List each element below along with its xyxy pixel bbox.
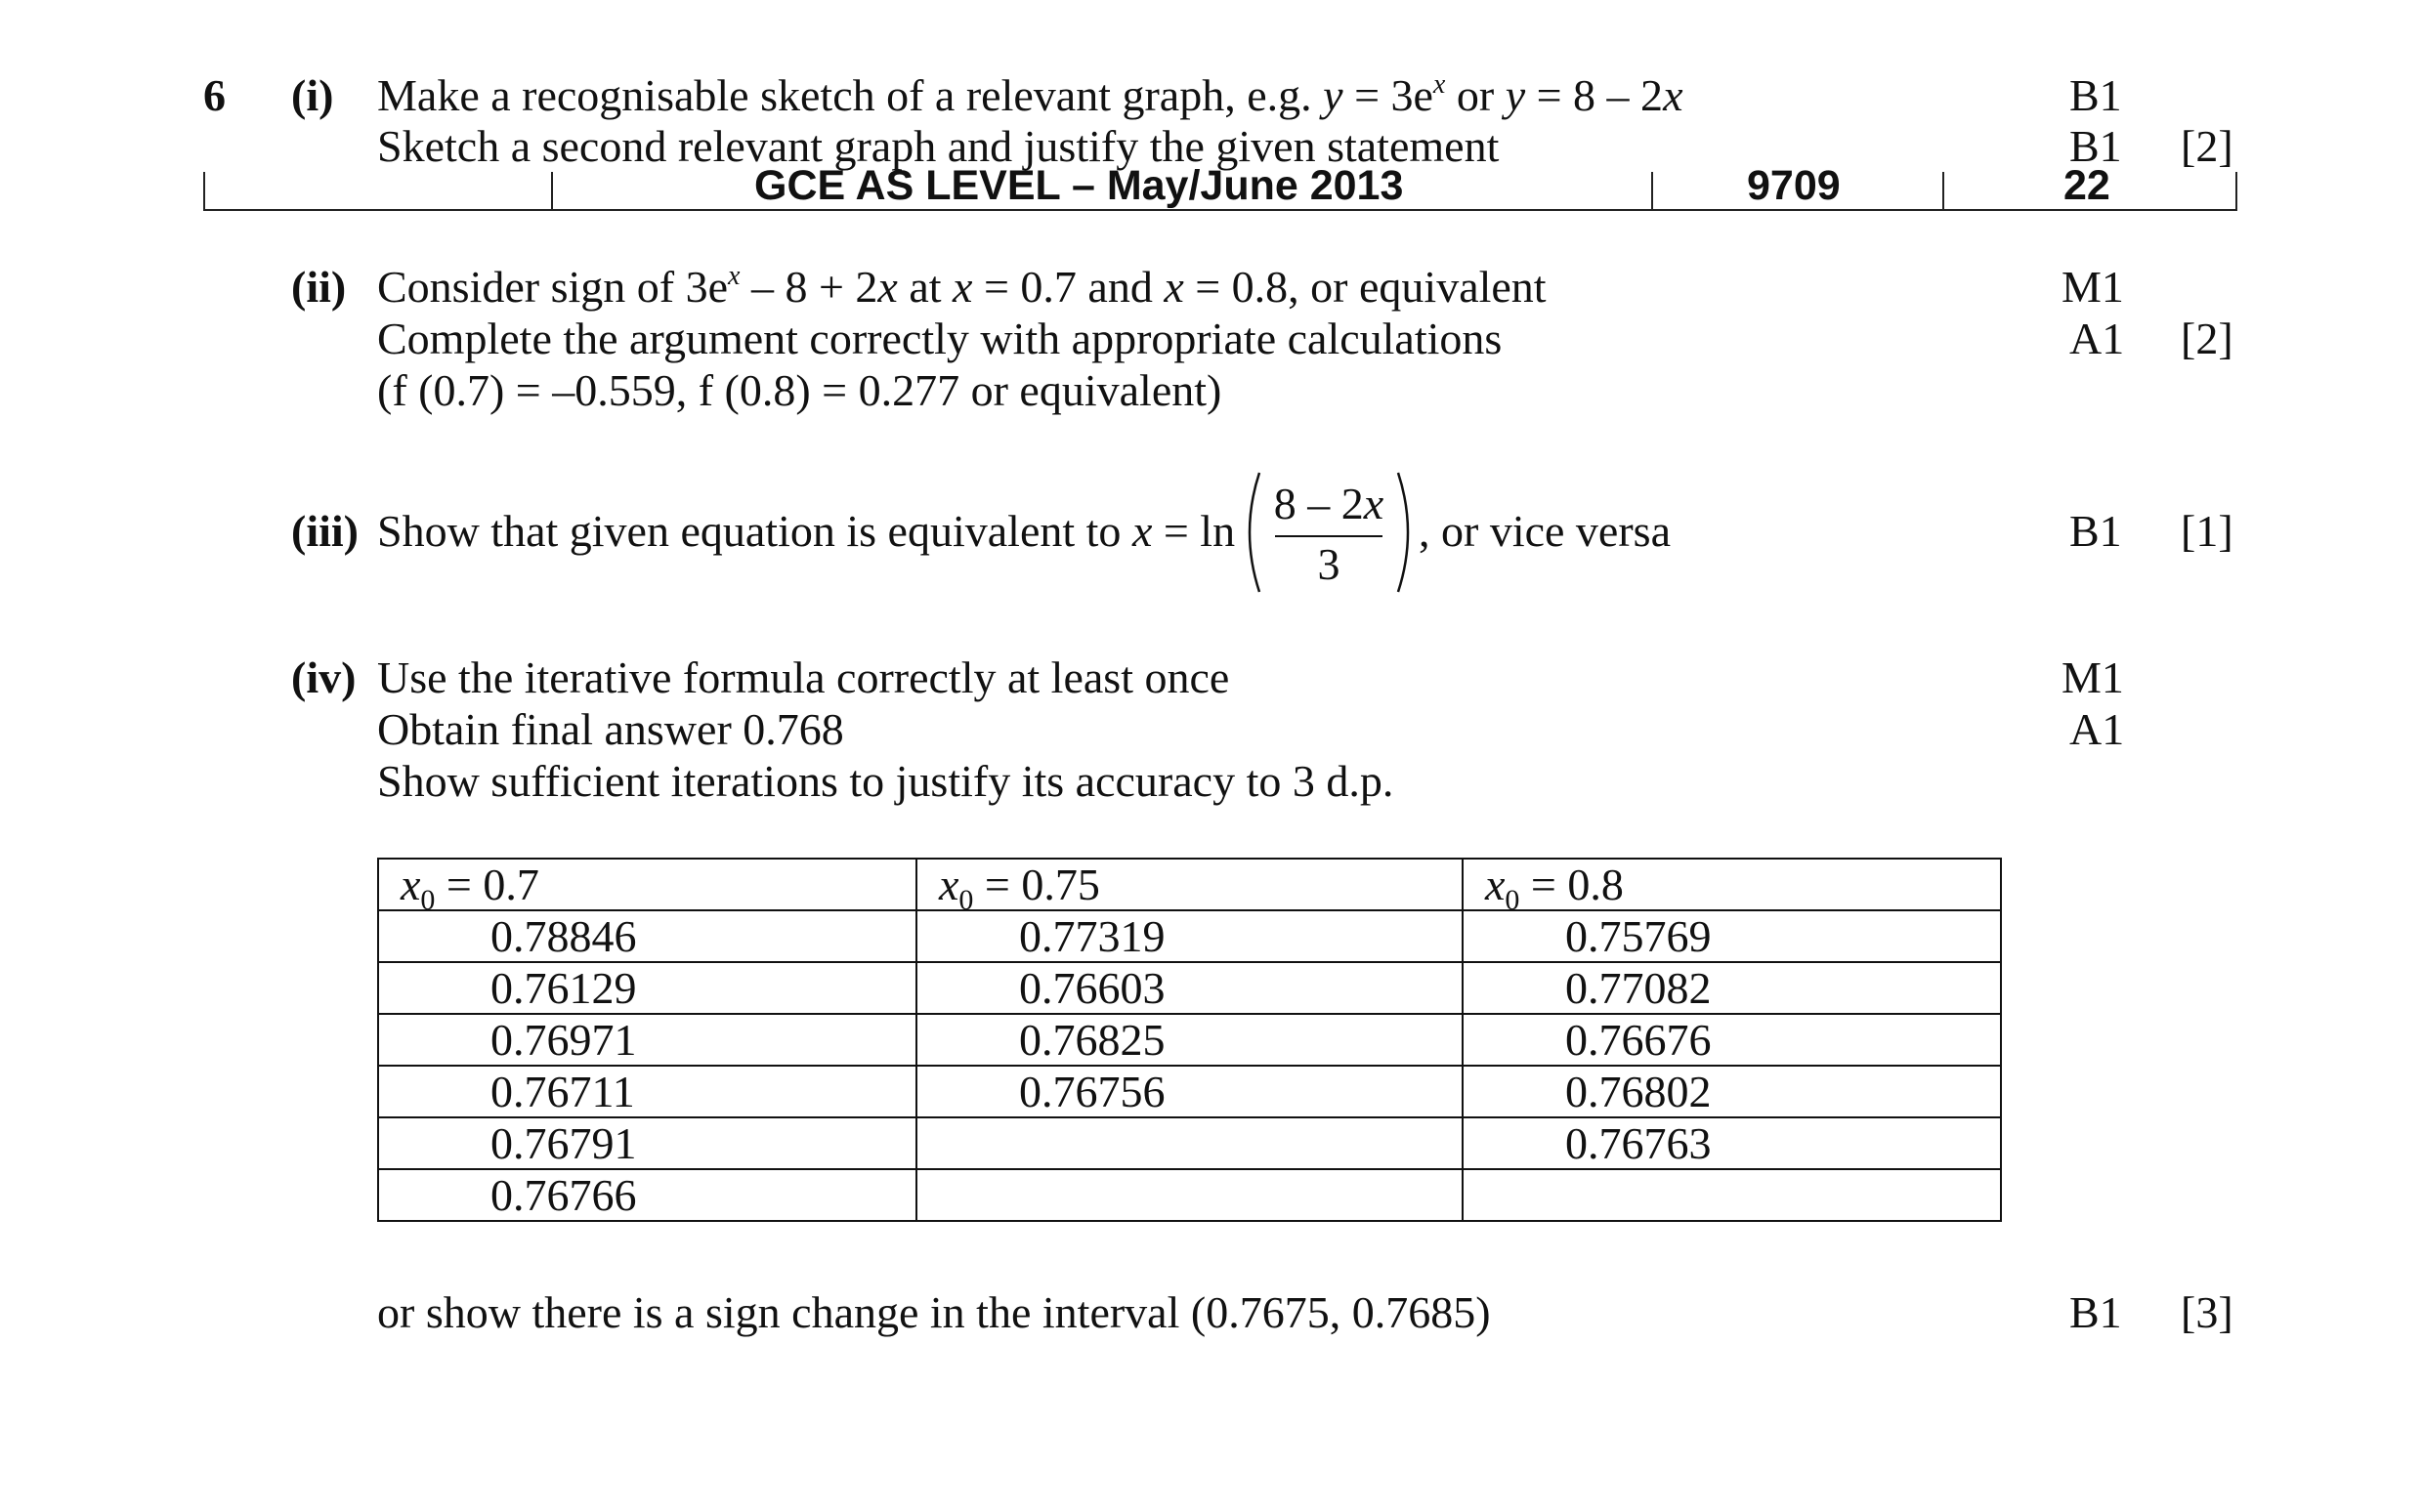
math-sub: 0 — [420, 883, 436, 916]
text-seg: 8 – 2 — [1273, 479, 1364, 528]
math-x: x — [953, 262, 973, 312]
header-value: = 0.8 — [1530, 859, 1624, 909]
math-sup: x — [1432, 68, 1446, 100]
math-x: x — [1131, 506, 1153, 556]
iteration-table — [377, 858, 2002, 1222]
text-seg: Show that given equation is equivalent to — [377, 506, 1132, 556]
part-iv-alt-text: or show there is a sign change in the interval (0.7675, 0.7685) — [377, 1287, 1491, 1337]
part-iii-mark: B1 — [2069, 506, 2122, 556]
header-rule — [203, 209, 2237, 211]
question-number: 6 — [203, 70, 226, 120]
part-iii-total: [1] — [2181, 506, 2233, 556]
table-cell: 0.77319 — [916, 910, 1463, 962]
part-ii-mark2: A1 — [2069, 314, 2125, 363]
table-cell: 0.76971 — [378, 1014, 916, 1066]
table-row — [378, 1066, 2001, 1117]
header-divider — [1651, 172, 1653, 211]
table-cell: 0.76129 — [378, 962, 916, 1014]
math-eq2: = 8 – 2 — [1525, 70, 1664, 120]
part-ii-mark1: M1 — [2062, 262, 2124, 312]
header-value: = 0.75 — [984, 859, 1100, 909]
table-row — [378, 1117, 2001, 1169]
table-cell — [916, 1117, 1463, 1169]
part-iv-total: [3] — [2181, 1287, 2233, 1337]
header-divider — [551, 172, 553, 211]
table-cell: 0.78846 — [378, 910, 916, 962]
table-row — [378, 1169, 2001, 1221]
header-divider — [2235, 172, 2237, 211]
math-y: y — [1323, 70, 1343, 120]
table-cell: 0.76802 — [1463, 1066, 2001, 1117]
table-cell: 0.76756 — [916, 1066, 1463, 1117]
part-iii-suffix: , or vice versa — [1419, 506, 1671, 556]
table-header-cell — [916, 859, 1463, 916]
part-iii-label: (iii) — [291, 506, 359, 556]
header-divider — [203, 172, 205, 211]
part-ii-line1 — [377, 262, 1547, 313]
part-iv-mark1: M1 — [2062, 652, 2124, 702]
part-i-total: [2] — [2181, 121, 2233, 171]
math-x: x — [1663, 70, 1683, 120]
table-row — [378, 962, 2001, 1014]
part-iv-mark2: A1 — [2069, 704, 2125, 754]
header-paper: 22 — [2063, 162, 2110, 209]
table-cell — [1463, 1169, 2001, 1221]
part-i-mark1: B1 — [2069, 70, 2122, 120]
math-x: x — [939, 859, 959, 909]
left-paren — [1236, 469, 1265, 596]
part-i-line1 — [377, 70, 1682, 121]
math-x: x — [877, 262, 898, 312]
table-cell: 0.77082 — [1463, 962, 2001, 1014]
part-i-label: (i) — [291, 70, 334, 120]
text-seg: Consider sign of 3e — [377, 262, 729, 312]
part-ii-line3: (f (0.7) = –0.559, f (0.8) = 0.277 or equivalent) — [377, 365, 1222, 415]
math-sub: 0 — [1505, 883, 1520, 916]
header-syllabus: 9709 — [1747, 162, 1841, 209]
table-header-row — [378, 859, 2001, 910]
part-iv-line2: Obtain final answer 0.768 — [377, 704, 844, 754]
part-i-line1-text: Make a recognisable sketch of a relevant graph, e.g. — [377, 70, 1324, 120]
table-cell — [916, 1169, 1463, 1221]
fraction-denominator: 3 — [1317, 539, 1340, 589]
header-title: GCE AS LEVEL – May/June 2013 — [754, 162, 1404, 209]
part-ii-label: (ii) — [291, 262, 347, 312]
part-i-line2: Sketch a second relevant graph and justify the given statement — [377, 121, 1500, 171]
part-iv-alt-mark: B1 — [2069, 1287, 2122, 1337]
fraction-bar — [1275, 535, 1382, 537]
math-x: x — [1485, 859, 1506, 909]
math-y2: y — [1505, 70, 1526, 120]
table-cell: 0.76825 — [916, 1014, 1463, 1066]
math-eq: = 3e — [1342, 70, 1433, 120]
header-value: = 0.7 — [446, 859, 539, 909]
math-x: x — [401, 859, 421, 909]
table-cell: 0.76763 — [1463, 1117, 2001, 1169]
table-header-cell — [1463, 859, 2001, 916]
part-i-mark2: B1 — [2069, 121, 2122, 171]
table-row — [378, 910, 2001, 962]
math-sub: 0 — [958, 883, 974, 916]
text-seg: at — [897, 262, 954, 312]
fraction-numerator — [1270, 479, 1387, 529]
table-cell: 0.76603 — [916, 962, 1463, 1014]
table-cell: 0.76676 — [1463, 1014, 2001, 1066]
part-iv-line3: Show sufficient iterations to justify its accuracy to 3 d.p. — [377, 756, 1394, 806]
text-seg: = ln — [1152, 506, 1236, 556]
text-seg: – 8 + 2 — [740, 262, 878, 312]
table-header-cell — [378, 859, 916, 916]
table-cell: 0.76766 — [378, 1169, 916, 1221]
table-cell: 0.75769 — [1463, 910, 2001, 962]
part-iv-line1: Use the iterative formula correctly at least once — [377, 652, 1230, 702]
table-cell: 0.76791 — [378, 1117, 916, 1169]
part-ii-line2: Complete the argument correctly with appropriate calculations — [377, 314, 1503, 363]
header-divider — [1942, 172, 1944, 211]
part-iv-label: (iv) — [291, 652, 357, 702]
math-sup: x — [728, 260, 741, 291]
right-paren — [1392, 469, 1422, 596]
text-seg: = 0.7 and — [972, 262, 1165, 312]
part-ii-total: [2] — [2181, 314, 2233, 363]
fraction — [1236, 469, 1422, 596]
math-x: x — [1363, 479, 1384, 528]
part-iii-text — [377, 506, 1235, 557]
text-seg: = 0.8, or equivalent — [1183, 262, 1547, 312]
math-x: x — [1164, 262, 1184, 312]
math-or: or — [1445, 70, 1506, 120]
table-cell: 0.76711 — [378, 1066, 916, 1117]
table-row — [378, 1014, 2001, 1066]
